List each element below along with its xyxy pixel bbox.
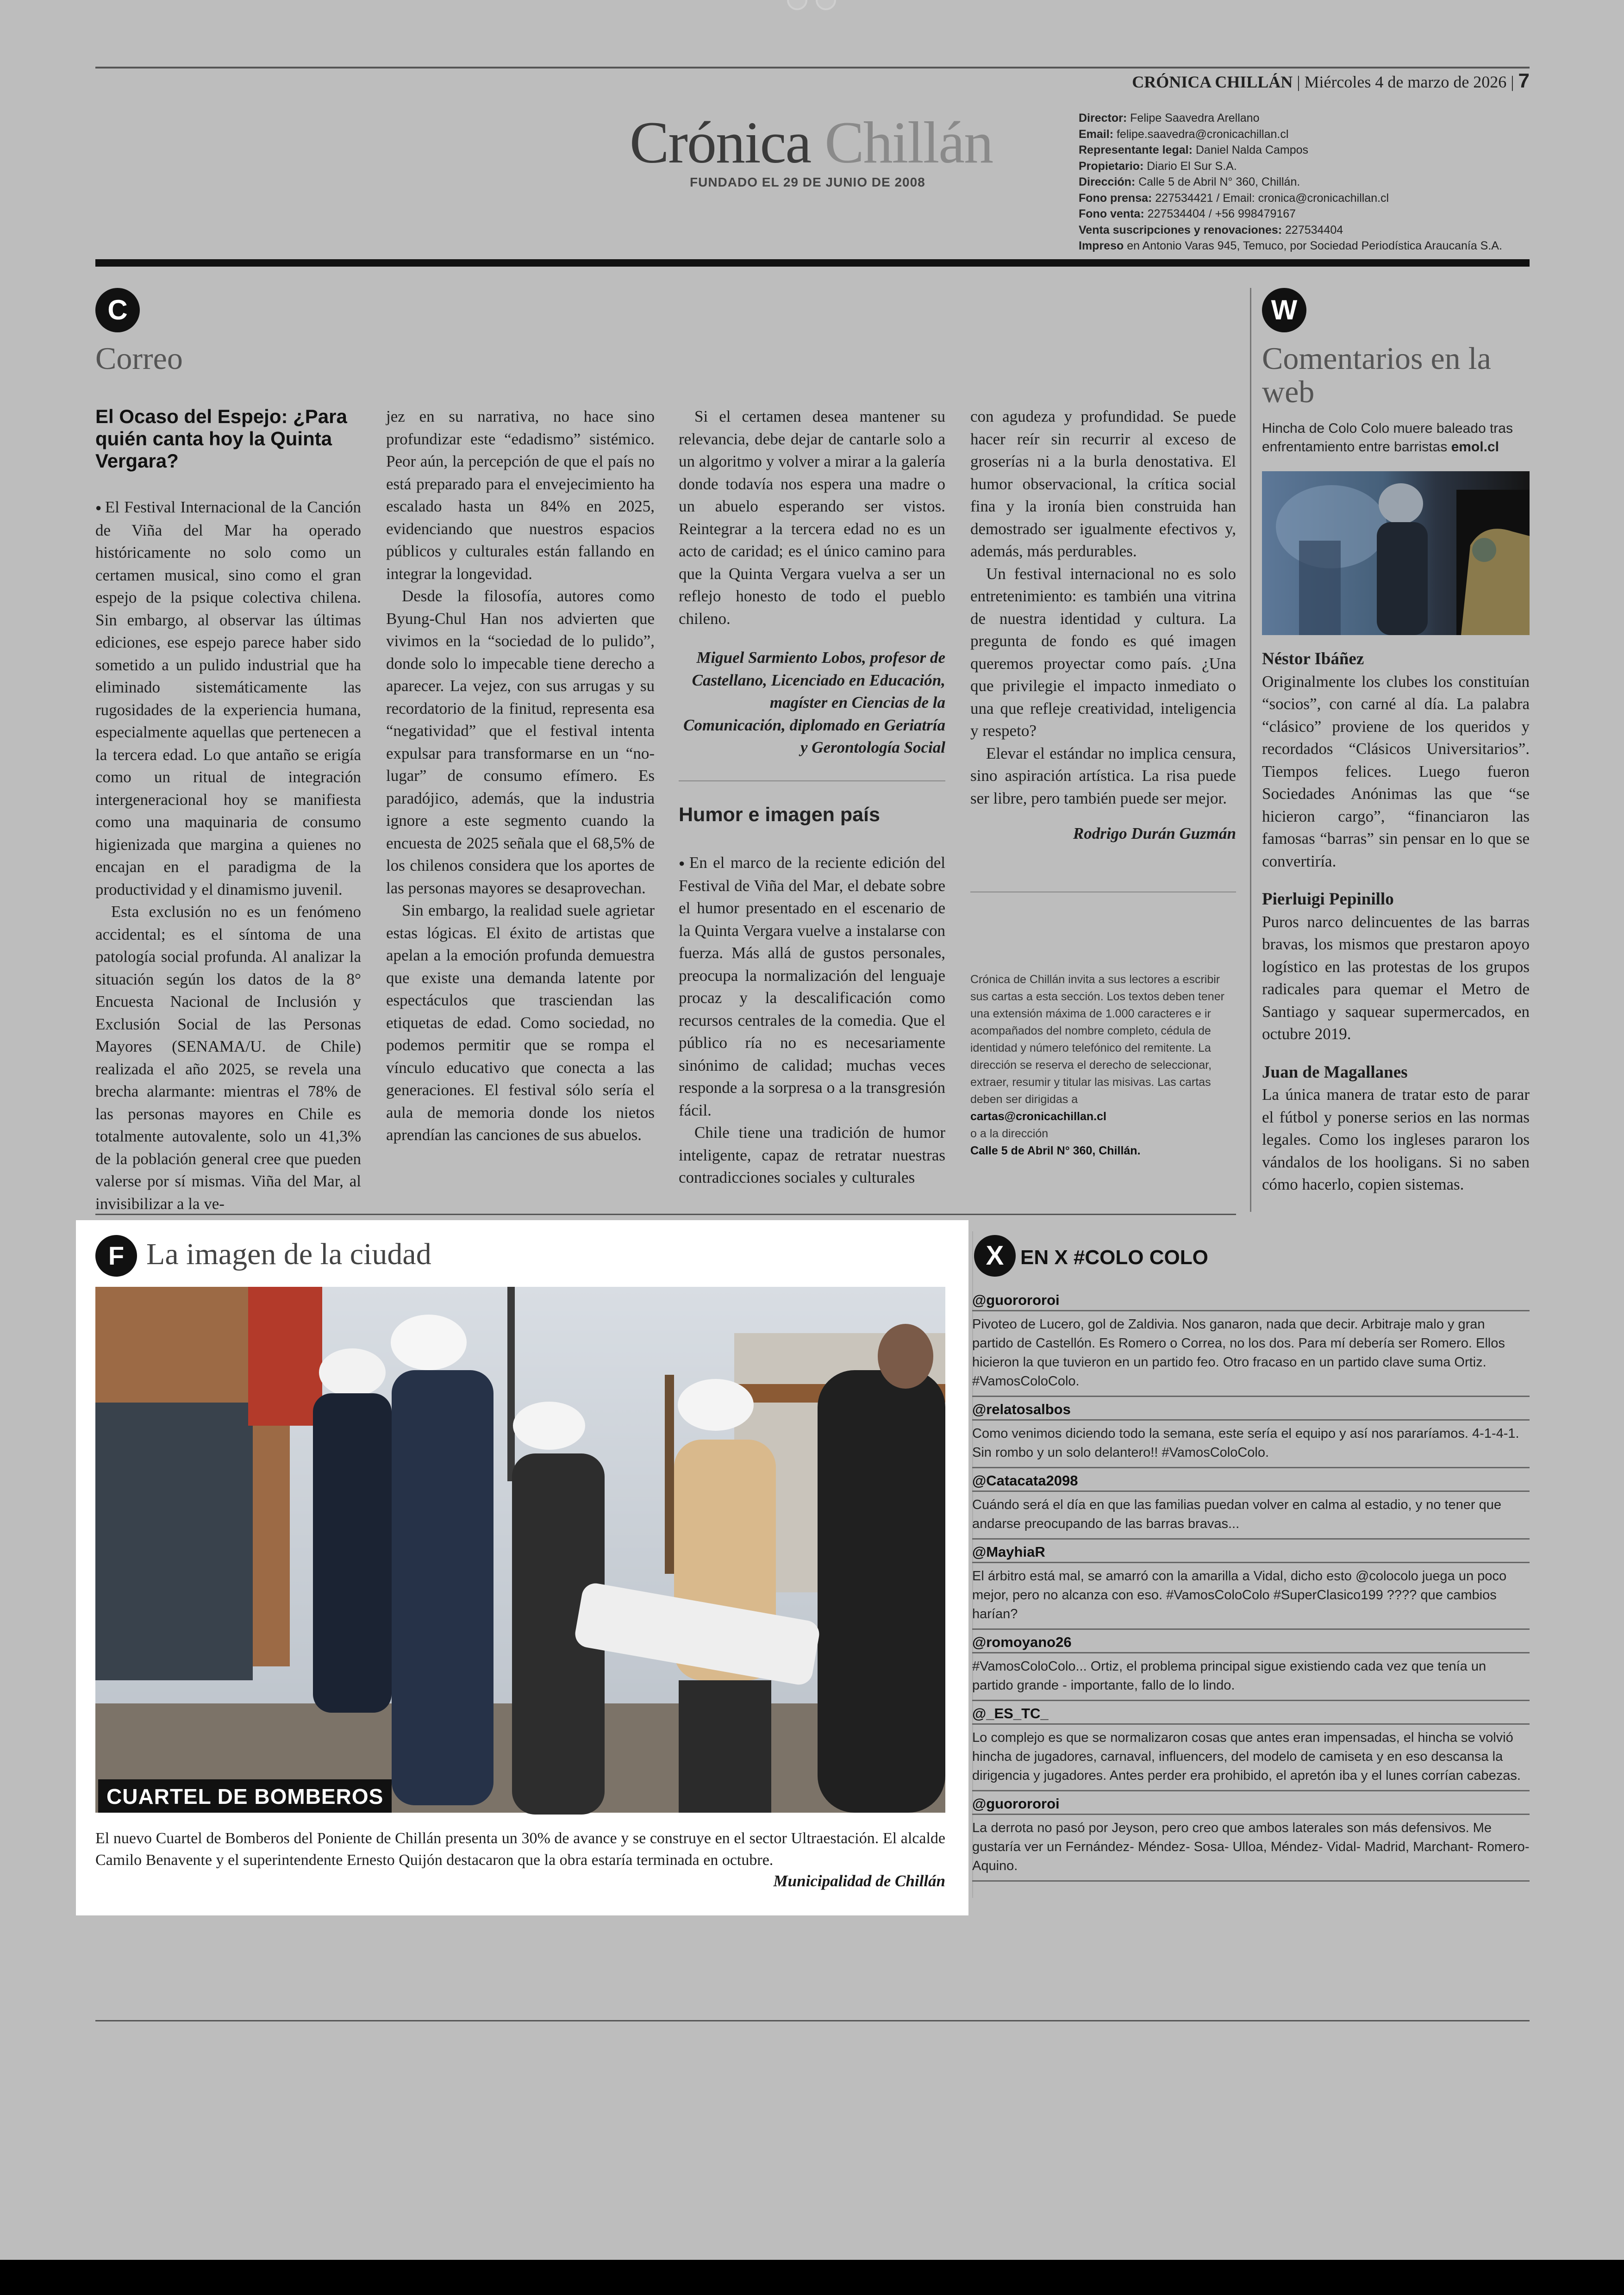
staff-line <box>1079 222 1537 238</box>
paragraph: con agudeza y profundidad. Se puede hacer reír sin recurrir al exceso de groserías ni a la burla denostativa. El humor observacional, la crítica social fina y la ironía bien construida han demostrado ser igualmente efectivos y, además, más perdurables. <box>970 407 1236 560</box>
staff-box <box>1079 110 1537 254</box>
letter1-column-3 <box>679 405 945 780</box>
correo-section-title: Correo <box>95 341 183 376</box>
folio-brand: CRÓNICA CHILLÁN <box>1132 73 1293 91</box>
invite-text: Crónica de Chillán invita a sus lectores a escribir sus cartas a esta sección. Los textos deben tener una extensión máxima de 1.000 caracteres e ir acompañados del nombre completo, cédula de identidad y número telefónico del remitente. La dirección se reserva el derecho de seleccionar, extraer, resumir y titular las misivas. Las cartas deben ser dirigidas a <box>970 973 1224 1106</box>
tweet-item <box>972 1791 1530 1882</box>
letter1-column-2 <box>386 405 655 1191</box>
staff-value: en Antonio Varas 945, Temuco, por Sociedad Periodística Araucanía S.A. <box>1127 239 1502 252</box>
web-comment <box>1262 648 1530 873</box>
letter2-column-4 <box>970 405 1236 896</box>
comment-text: La única manera de tratar esto de parar el fútbol y ponerse serios en las normas legales. Como los ingleses pararon los vándalos de los hooligans. Si no saben cómo hacerlo, copien sistemas. <box>1262 1085 1530 1193</box>
staff-value: 227534404 <box>1285 223 1343 237</box>
comment-author: Juan de Magallanes <box>1262 1062 1408 1082</box>
web-article-teaser[interactable] <box>1262 419 1530 456</box>
staff-value: Diario El Sur S.A. <box>1147 159 1237 173</box>
city-photo <box>95 1287 945 1813</box>
next-page-dot[interactable] <box>816 0 836 10</box>
staff-value: 227534421 / Email: cronica@cronicachillan.cl <box>1155 191 1389 205</box>
letter2-signature: Rodrigo Durán Guzmán <box>1073 824 1236 842</box>
folio <box>1132 69 1530 93</box>
paragraph: Si el certamen desea mantener su relevancia, debe dejar de cantarle solo a un algoritmo y volver a mirar a la galería donde todavía nos espera una madre o un abuelo esperando ser vistos. Reintegrar a la tercera edad no es un acto de caridad; es el único camino para que la Quinta Vergara vuelva a ser un reflejo honesto de todo el pueblo chileno. <box>679 407 945 628</box>
correo-section-icon: C <box>95 288 140 332</box>
header-thick-rule <box>95 259 1530 267</box>
tweet-item <box>972 1540 1530 1630</box>
masthead-part1: Crónica <box>630 110 811 175</box>
paragraph: Chile tiene una tradición de humor inteligente, capaz de retratar nuestras contradicciones sociales y culturales <box>679 1123 945 1186</box>
web-comments-list <box>1262 648 1530 1212</box>
staff-label: Impreso <box>1079 239 1124 252</box>
staff-label: Email: <box>1079 127 1114 141</box>
paragraph: Un festival internacional no es solo entretenimiento: es también una vitrina de nuestra identidad y cultura. La pregunta de fondo es qué imagen queremos proyectar como país. ¿Una que privilegie el impacto inmediato o una que refleje creatividad, inteligencia y respeto? <box>970 564 1236 740</box>
letter1-headline: El Ocaso del Espejo: ¿Para quién canta hoy la Quinta Vergara? <box>95 405 347 472</box>
tweet-text: Pivoteo de Lucero, gol de Zaldivia. Nos ganaron, nada que decir. Arbitraje malo y gran partido de Castellón. Es Romero o Correa, no los dos. Para mí debería ser Romero. Ellos hicieron la que tuvieron en un partido feo. Otro fracaso en un partido clave suma Ortiz. #VamosColoColo. <box>972 1317 1505 1389</box>
section-bottom-rule <box>95 1214 1236 1215</box>
paragraph: jez en su narrativa, no hace sino profundizar este “edadismo” sistémico. Peor aún, la percepción de que el país no está preparado para el envejecimiento ha escalado hasta un 84% en 2025, evidenciando que nuestros espacios públicos y culturales están fallando en integrar la longevidad. <box>386 407 655 583</box>
x-logo-icon: X <box>974 1235 1016 1277</box>
tweet-item <box>972 1397 1530 1468</box>
staff-value: 227534404 / +56 998479167 <box>1147 207 1296 220</box>
photo-label: CUARTEL DE BOMBEROS <box>98 1779 392 1813</box>
letter-divider <box>679 780 945 781</box>
letter1-column-1 <box>95 496 361 1213</box>
staff-line <box>1079 238 1537 254</box>
tweet-handle[interactable]: @Catacata2098 <box>972 1471 1530 1492</box>
staff-value: felipe.saavedra@cronicachillan.cl <box>1116 127 1289 141</box>
tweet-handle[interactable]: @relatosalbos <box>972 1400 1530 1421</box>
tweet-handle[interactable]: @MayhiaR <box>972 1542 1530 1563</box>
invite-address: Calle 5 de Abril N° 360, Chillán. <box>970 1144 1141 1157</box>
founded-line: FUNDADO EL 29 DE JUNIO DE 2008 <box>690 175 925 189</box>
staff-label: Propietario: <box>1079 159 1144 173</box>
staff-label: Director: <box>1079 112 1127 125</box>
staff-label: Fono prensa: <box>1079 191 1152 205</box>
staff-line <box>1079 142 1537 158</box>
tweet-handle[interactable]: @guorororoi <box>972 1794 1530 1815</box>
invite-email[interactable]: cartas@cronicachillan.cl <box>970 1110 1106 1123</box>
web-comment <box>1262 1061 1530 1196</box>
header-top-rule <box>95 67 1530 69</box>
tweet-text: Lo complejo es que se normalizaron cosas que antes eran impensadas, el hincha se volvió hincha de jugadores, carnaval, influencers, del modelo de camiseta y en eso descansa la dirigencia y jugadores. Antes perder era prohibido, el apretón iba y el lunes corrían cabezas. <box>972 1730 1521 1783</box>
viewer-bottom-bar <box>0 2260 1624 2295</box>
comment-text: Originalmente los clubes los constituían “socios”, con carné al día. La palabra “clásico” proviene de los queridos y recordados “Clásicos Universitarios”. Tiempos felices. Luego fueron Sociedades Anónimas las que “se hicieron cargo”, “financiaron las famosas “barras” sin pensar en lo que se convertiría. <box>1262 672 1530 870</box>
web-comment <box>1262 888 1530 1046</box>
tweet-item <box>972 1630 1530 1701</box>
city-image-icon: F <box>95 1235 137 1277</box>
letter2-column-3 <box>679 852 945 1191</box>
staff-line <box>1079 174 1537 190</box>
prev-page-dot[interactable] <box>787 0 807 10</box>
web-section-icon: W <box>1262 288 1306 332</box>
staff-value: Felipe Saavedra Arellano <box>1130 112 1260 125</box>
city-image-title: La imagen de la ciudad <box>146 1237 431 1271</box>
tweet-text: #VamosColoColo... Ortiz, el problema principal sigue existiendo cada vez que tenía un partido grande - importante, fallo de lo lindo. <box>972 1659 1487 1693</box>
tweet-item <box>972 1468 1530 1540</box>
tweet-text: Como venimos diciendo todo la semana, este sería el equipo y así nos pararíamos. 4-1-4-1. Sin rombo y un solo delantero!! #VamosColoColo. <box>972 1426 1519 1460</box>
paragraph: ● El Festival Internacional de la Canción de Viña del Mar ha operado históricamente no solo como un certamen musical, sino como el gran espejo de la psique colectiva chilena. Sin embargo, al observar las últimas ediciones, ese espejo parece haber sido sometido a un pulido industrial que ha eliminado sistemáticamente las rugosidades de la experiencia humana, especialmente aquellas que pertenecen a la tercera edad. Lo que antaño se erigía como un ritual de integración intergeneracional hoy se manifiesta como una maquinaria de consumo higienizada que margina a quienes no encajan en el paradigma de la productividad y el dinamismo juvenil. <box>95 496 361 901</box>
tweet-text: El árbitro está mal, se amarró con la amarilla a Vidal, dicho esto @colocolo juega un poco mejor, pero no alcanza con eso. #VamosColoColo #SuperClasico199 ???? que cambios harían? <box>972 1569 1507 1621</box>
paragraph: Esta exclusión no es un fenómeno accidental; es el síntoma de una patología social profunda. Al analizar la situación según los datos de la 8° Encuesta Nacional de Inclusión y Exclusión Social de las Personas Mayores (SENAMA/U. de Chile) realizada el año 2025, se revela una brecha alarmante: mientras el 78% de las personas mayores en Chile es totalmente autovalente, solo un 41,3% de la población general cree que pueden valerse por sí mismas. Viña del Mar, al invisibilizar a la ve- <box>95 903 361 1213</box>
masthead-logo <box>630 109 993 177</box>
staff-label: Dirección: <box>1079 175 1136 188</box>
staff-label: Venta suscripciones y renovaciones: <box>1079 223 1282 237</box>
tweet-text: Cuándo será el día en que las familias puedan volver en calma al estadio, y no tener que andarse preocupando de las barras bravas... <box>972 1497 1501 1531</box>
tweet-handle[interactable]: @romoyano26 <box>972 1633 1530 1653</box>
web-section-title: Comentarios en la web <box>1262 341 1491 409</box>
city-photo-caption: El nuevo Cuartel de Bomberos del Poniente de Chillán presenta un 30% de avance y se construye en el sector Ultraestación. El alcalde Camilo Benavente y el superintendente Ernesto Quijón destacaron que la obra estaría terminada en octubre. <box>95 1830 945 1869</box>
paragraph: Elevar el estándar no implica censura, sino aspiración artística. La risa puede ser libre, pero también puede ser mejor. <box>970 744 1236 807</box>
folio-date: | Miércoles 4 de marzo de 2026 | <box>1297 73 1514 91</box>
tweet-item <box>972 1701 1530 1791</box>
tweet-handle[interactable]: @guorororoi <box>972 1291 1530 1311</box>
page-nav-dots[interactable] <box>782 0 843 14</box>
comment-author: Pierluigi Pepinillo <box>1262 890 1394 909</box>
staff-value: Daniel Nalda Campos <box>1195 143 1309 156</box>
staff-line <box>1079 206 1537 222</box>
paragraph: Sin embargo, la realidad suele agrietar estas lógicas. El éxito de artistas que apelan a la emoción profunda demuestra que existe una demanda latente por espectáculos que trasciendan las etiquetas de edad. Como sociedad, no podemos permitir que se rompa el vínculo educativo que conecta a las generaciones. El festival sólo sería el aula de memoria donde los nietos aprendían las canciones de sus abuelos. <box>386 901 655 1144</box>
staff-line <box>1079 158 1537 175</box>
comment-author: Néstor Ibáñez <box>1262 649 1364 668</box>
page-number: 7 <box>1518 69 1530 92</box>
city-image-panel <box>76 1220 968 1915</box>
staff-label: Representante legal: <box>1079 143 1193 156</box>
city-photo-credit: Municipalidad de Chillán <box>773 1872 945 1890</box>
paragraph: ● En el marco de la reciente edición del Festival de Viña del Mar, el debate sobre el humor presentado en el escenario de la Quinta Vergara vuelve a instalarse con fuerza. Más allá de gustos personales, preocupa la normalización del lenguaje procaz y la descalificación como recursos centrales de la comedia. Que el público ría no es necesariamente sinónimo de calidad; muchas veces responde a la sorpresa o a la transgresión fácil. <box>679 852 945 1122</box>
firehouse-construction-photo <box>95 1287 945 1813</box>
web-article-photo <box>1262 471 1530 635</box>
x-section-title: EN X #COLO COLO <box>1020 1246 1208 1269</box>
paragraph: Desde la filosofía, autores como Byung-Chul Han nos advierten que vivimos en la “sociedad de lo pulido”, donde solo lo impecable tiene derecho a aparecer. La vejez, con sus arrugas y su recordatorio de la finitud, representa esa “negatividad” que el festival intenta expulsar para transformarse en un “no-lugar” de consumo efímero. Es paradójico, además, que la industria ignore a este segmento cuando la encuesta de 2025 señala que el 68,5% de los chilenos considera que los aportes de las personas mayores se desaprovechan. <box>386 587 655 897</box>
tweet-item <box>972 1288 1530 1397</box>
riot-police-photo <box>1262 471 1530 635</box>
staff-line <box>1079 126 1537 143</box>
masthead-part2: Chillán <box>824 110 993 175</box>
staff-line <box>1079 110 1537 126</box>
tweet-list <box>972 1288 1530 1882</box>
comment-text: Puros narco delincuentes de las barras bravas, los mismos que prestaron apoyo logístico en las protestas de los grupos radicales para quemar el Metro de Santiago y saquear supermercados, en octubre 2019. <box>1262 912 1530 1043</box>
letter2-headline: Humor e imagen país <box>679 804 880 826</box>
page-bottom-rule <box>95 2020 1530 2021</box>
staff-line <box>1079 190 1537 206</box>
staff-value: Calle 5 de Abril N° 360, Chillán. <box>1138 175 1300 188</box>
web-intro-text: Hincha de Colo Colo muere baleado tras enfrentamiento entre barristas <box>1262 421 1513 455</box>
web-source: emol.cl <box>1451 439 1499 455</box>
letters-invite-note <box>970 971 1236 1160</box>
invite-or-address: o a la dirección <box>970 1127 1049 1140</box>
tweet-text: La derrota no pasó por Jeyson, pero creo que ambos laterales son más defensivos. Me gustaría ver un Fernández- Méndez- Sosa- Ulloa, Méndez- Vidal- Madrid, Marchant- Romero- Aquino. <box>972 1821 1530 1873</box>
tweet-handle[interactable]: @_ES_TC_ <box>972 1704 1530 1725</box>
web-column-separator <box>1250 288 1251 1212</box>
staff-label: Fono venta: <box>1079 207 1144 220</box>
letter1-signature: Miguel Sarmiento Lobos, profesor de Castellano, Licenciado en Educación, magíster en Ciencias de la Comunicación, diplomado en Geriatría y Gerontología Social <box>683 649 945 756</box>
